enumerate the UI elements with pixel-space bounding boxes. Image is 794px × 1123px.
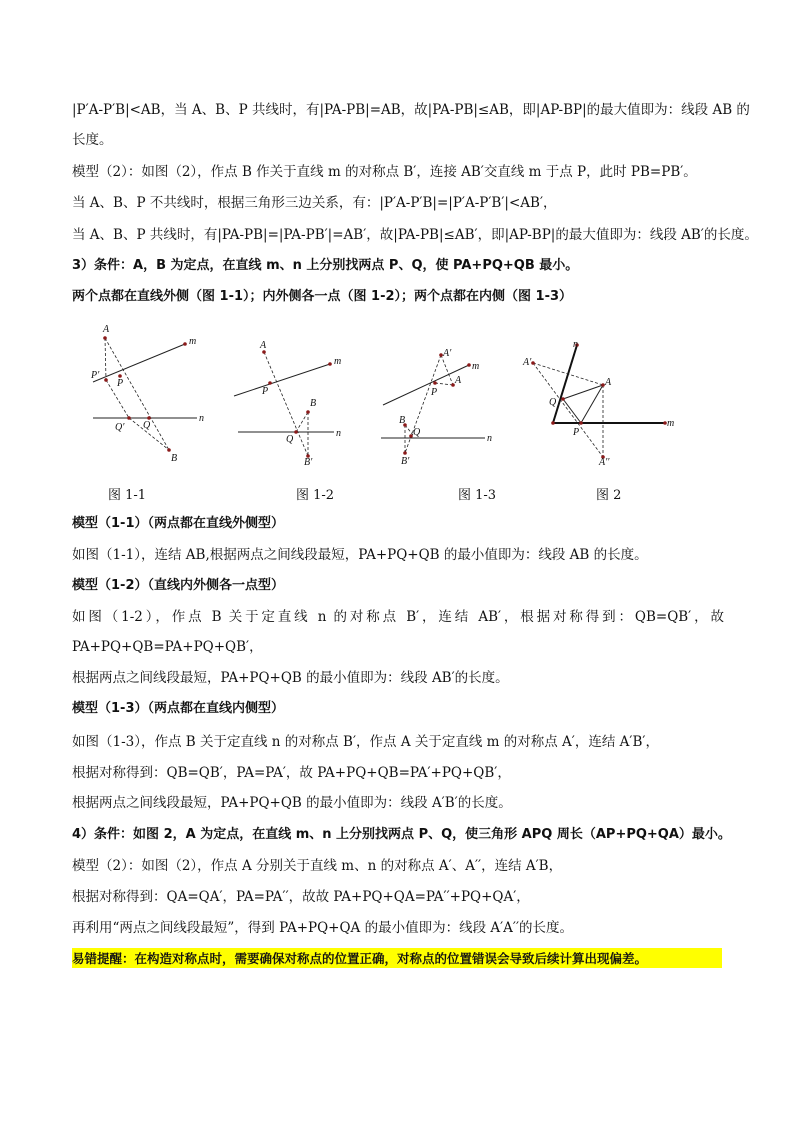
fig11-label-P: P: [117, 378, 124, 389]
figure-1-3: [375, 345, 505, 470]
figure-1-2: [230, 330, 360, 470]
model-2b-text-1: 模型（2）：如图（2），作点 A 分别关于直线 m、n 的对称点 A′、A′′，连结 A′B，: [72, 858, 563, 874]
fig2-label-P: P: [573, 427, 580, 438]
fig2-label-m: m: [667, 418, 675, 429]
fig13-label-Q: Q: [413, 427, 421, 438]
fig2-label-A: A: [605, 377, 612, 388]
fig11-label-Q: Q: [143, 420, 151, 431]
fig2-label-n: n: [573, 339, 578, 350]
model-2b-text-3: 再利用“两点之间线段最短”，得到 PA+PQ+QA 的最小值即为：线段 A′A′′的长度。: [72, 920, 574, 936]
fig11-label-B: B: [171, 453, 178, 464]
fig12-label-B: B: [310, 398, 317, 409]
fig13-label-A1: A′: [443, 348, 452, 359]
condition-3-heading: 3）条件：A，B 为定点，在直线 m、n 上分别找两点 P、Q，使 PA+PQ+QB 最小。: [72, 258, 579, 273]
model-1-1-text: 如图（1-1），连结 AB,根据两点之间线段最短，PA+PQ+QB 的最小值即为：线段 AB 的长度。: [72, 547, 648, 563]
model-1-2-heading: 模型（1-2）（直线内外侧各一点型）: [72, 578, 284, 593]
caption-fig-1-2: 图 1-2: [296, 488, 335, 503]
model-1-2-text-3: 根据两点之间线段最短，PA+PQ+QB 的最小值即为：线段 AB′的长度。: [72, 670, 509, 686]
model-2-intro: 模型（2）：如图（2），作点 B 作关于直线 m 的对称点 B′，连接 AB′交直线 m 于点 P，此时 PB=PB′。: [72, 164, 697, 180]
model-1-2-text-1: 如图（1-2），作点 B 关于定直线 n 的对称点 B′，连结 AB′，根据对称得到：QB=QB′，故: [72, 609, 724, 625]
figure-2: [515, 335, 685, 470]
fig11-label-m: m: [189, 336, 197, 347]
fig12-label-Q: Q: [286, 434, 294, 445]
fig2-label-A2: A′′: [599, 457, 610, 468]
text-line-4: 当 A、B、P 不共线时，根据三角形三边关系，有：|P′A-P′B|=|P′A-P′B′|<AB′，: [72, 195, 557, 211]
caption-fig-1-3: 图 1-3: [458, 488, 497, 503]
fig13-label-B1: B′: [401, 456, 410, 467]
fig2-label-Q: Q: [549, 397, 557, 408]
caption-fig-2: 图 2: [596, 488, 622, 503]
model-1-3-text-3: 根据两点之间线段最短，PA+PQ+QB 的最小值即为：线段 A′B′的长度。: [72, 795, 512, 811]
model-1-1-heading: 模型（1-1）（两点都在直线外侧型）: [72, 516, 284, 531]
warning-text: 易错提醒：在构造对称点时，需要确保对称点的位置正确，对称点的位置错误会导致后续计算出现偏差。: [72, 951, 648, 966]
text-line-5: 当 A、B、P 共线时，有|PA-PB|=|PA-PB′|=AB′，故|PA-PB|≤AB′，即|AP-BP|的最大值即为：线段 AB′的长度。: [72, 227, 758, 243]
condition-4-heading: 4）条件：如图 2，A 为定点，在直线 m、n 上分别找两点 P、Q，使三角形 APQ 周长（AP+PQ+QA）最小。: [72, 827, 731, 842]
fig13-label-m: m: [472, 361, 480, 372]
model-1-3-text-2: 根据对称得到：QB=QB′，PA=PA′，故 PA+PQ+QB=PA′+PQ+QB′，: [72, 765, 511, 781]
model-1-3-text-1: 如图（1-3），作点 B 关于定直线 n 的对称点 B′，作点 A 关于定直线 m 的对称点 A′，连结 A′B′，: [72, 734, 659, 750]
figure-description: 两个点都在直线外侧（图 1-1）；内外侧各一点（图 1-2）；两个点都在内侧（图 1-3）: [72, 289, 573, 304]
fig12-label-m: m: [334, 356, 342, 367]
fig11-label-Q1: Q′: [115, 422, 125, 433]
warning-highlight: [72, 948, 722, 968]
model-1-3-heading: 模型（1-3）（两点都在直线内侧型）: [72, 701, 284, 716]
caption-fig-1-1: 图 1-1: [108, 488, 147, 503]
fig13-label-A: A: [455, 375, 462, 386]
fig13-label-P: P: [431, 387, 438, 398]
fig11-label-n: n: [199, 413, 204, 424]
model-1-2-text-2: PA+PQ+QB=PA+PQ+QB′，: [72, 639, 263, 655]
fig2-label-A1: A′: [523, 357, 532, 368]
model-2b-text-2: 根据对称得到：QA=QA′，PA=PA′′，故故 PA+PQ+QA=PA′′+PQ+QA′，: [72, 889, 530, 905]
fig11-label-P1: P′: [91, 370, 100, 381]
fig12-label-n: n: [336, 428, 341, 439]
text-line-2: 长度。: [72, 132, 113, 148]
fig13-label-n: n: [487, 433, 492, 444]
figure-1-1: [85, 320, 225, 470]
fig11-label-A: A: [103, 324, 110, 335]
fig12-label-P: P: [262, 386, 269, 397]
fig12-label-A: A: [260, 340, 267, 351]
text-line-1: |P′A-P′B|<AB，当 A、B、P 共线时，有|PA-PB|=AB，故|PA-PB|≤AB，即|AP-BP|的最大值即为：线段 AB 的: [72, 102, 750, 118]
fig13-label-B: B: [399, 415, 406, 426]
fig12-label-B1: B′: [304, 457, 313, 468]
